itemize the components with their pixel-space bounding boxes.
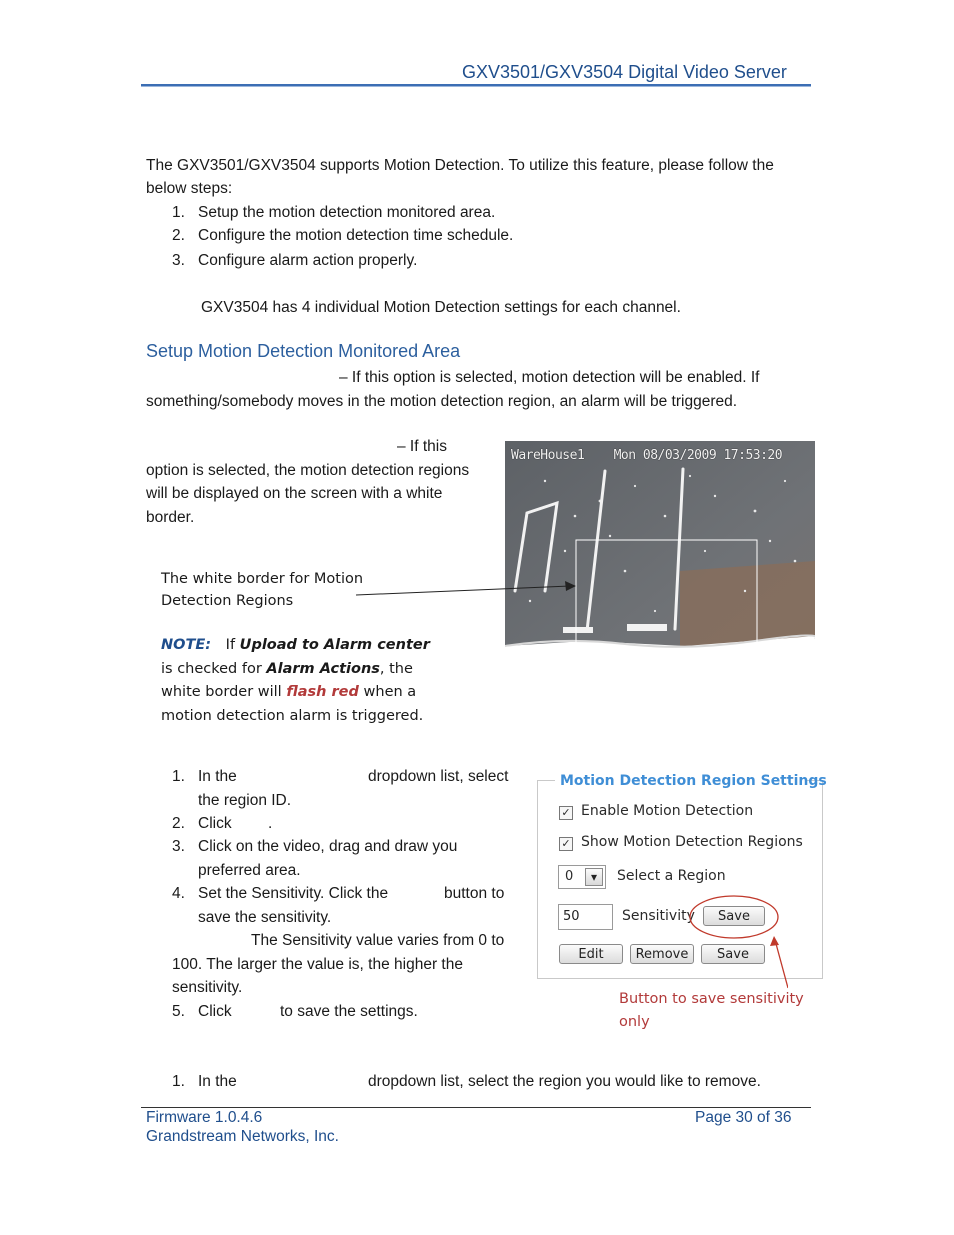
- sensitivity-note-line-2: 100. The larger the value is, the higher the: [172, 956, 463, 973]
- save-highlight-annotation: [688, 890, 788, 992]
- sensitivity-label: Sensitivity: [622, 908, 695, 924]
- note-line-3: [161, 681, 416, 704]
- step-text: Configure alarm action properly.: [198, 252, 418, 269]
- step-text: In the: [198, 768, 237, 785]
- panel-title: Motion Detection Region Settings: [560, 773, 827, 789]
- video-osd-text: WareHouse1 Mon 08/03/2009 17:53:20: [511, 448, 783, 463]
- add-step-1-line-1: [172, 765, 237, 788]
- add-step-1-line-2: the region ID.: [198, 792, 292, 809]
- note-line-1: [161, 634, 430, 657]
- footer-company: Grandstream Networks, Inc.: [146, 1128, 339, 1145]
- note-white-border: white border will: [161, 684, 282, 700]
- show-motion-regions-label: Show Motion Detection Regions: [581, 834, 803, 850]
- step-number: 2.: [172, 227, 185, 244]
- footer-rule: [141, 1107, 811, 1108]
- enable-description-line-2: something/somebody moves in the motion detection region, an alarm will be triggered.: [146, 393, 738, 410]
- callout-arrow: [350, 574, 585, 604]
- step-number: 1.: [172, 1073, 185, 1090]
- add-step-4-line-1-end: button to: [444, 885, 505, 902]
- intro-step-1: [172, 201, 495, 224]
- add-step-3-line-1: [172, 835, 457, 858]
- note-label: NOTE:: [161, 637, 212, 653]
- note-line-4: motion detection alarm is triggered.: [161, 708, 424, 724]
- header-rule-shadow: [141, 86, 811, 87]
- white-border-caption-line-2: Detection Regions: [161, 593, 294, 609]
- step-number: 4.: [172, 885, 185, 902]
- save-sensitivity-button[interactable]: Save: [703, 906, 765, 926]
- add-step-2-end: .: [268, 815, 273, 832]
- step-text: Set the Sensitivity. Click the: [198, 885, 389, 902]
- step-number: 2.: [172, 815, 185, 832]
- intro-step-2: [172, 224, 513, 247]
- remove-step-1: [172, 1070, 237, 1093]
- note-when-a: when a: [363, 684, 417, 700]
- sensitivity-note-line-3: sensitivity.: [172, 979, 243, 996]
- show-description-line-3: will be displayed on the screen with a white: [146, 485, 443, 502]
- show-description-line-2: option is selected, the motion detection regions: [146, 462, 470, 479]
- step-number: 3.: [172, 252, 185, 269]
- save-button[interactable]: Save: [701, 944, 765, 964]
- note-checked-for: is checked for: [161, 661, 262, 677]
- sensitivity-note-line-1: The Sensitivity value varies from 0 to: [251, 932, 505, 949]
- step-number: 1.: [172, 204, 185, 221]
- step-text: Setup the motion detection monitored area.: [198, 204, 496, 221]
- chevron-down-icon[interactable]: ▾: [585, 868, 603, 886]
- intro-line-2: below steps:: [146, 180, 233, 197]
- remove-button[interactable]: Remove: [630, 944, 694, 964]
- save-sensitivity-caption-line-1: Button to save sensitivity: [619, 991, 804, 1007]
- show-motion-regions-checkbox[interactable]: ✓: [559, 837, 573, 851]
- note-upload-to-alarm-center: Upload to Alarm center: [239, 637, 430, 653]
- enable-motion-detection-checkbox[interactable]: ✓: [559, 806, 573, 820]
- panel-border-top-left: [537, 780, 555, 781]
- step-text: In the: [198, 1073, 237, 1090]
- step-text: Click: [198, 1003, 232, 1020]
- step-text: Click on the video, drag and draw you: [198, 838, 458, 855]
- add-step-2: [172, 812, 232, 835]
- intro-step-3: [172, 249, 417, 272]
- region-select-dropdown[interactable]: [558, 865, 606, 889]
- video-snapshot: [505, 441, 815, 691]
- add-step-4-line-2: save the sensitivity.: [198, 909, 332, 926]
- show-description-line-4: border.: [146, 509, 195, 526]
- step-number: 1.: [172, 768, 185, 785]
- note-line-2: [161, 658, 413, 681]
- save-sensitivity-caption-line-2: only: [619, 1014, 650, 1030]
- step-text: Click: [198, 815, 232, 832]
- remove-step-1-end: dropdown list, select the region you would like to remove.: [368, 1073, 761, 1090]
- add-step-5: [172, 1000, 232, 1023]
- section-heading: Setup Motion Detection Monitored Area: [146, 341, 461, 361]
- note-flash-red: flash red: [286, 684, 359, 700]
- note-comma-the: , the: [379, 661, 413, 677]
- video-scene-illustration: [505, 441, 815, 691]
- intro-note: GXV3504 has 4 individual Motion Detection settings for each channel.: [201, 299, 681, 316]
- footer-firmware: Firmware 1.0.4.6: [146, 1109, 263, 1126]
- add-step-3-line-2: preferred area.: [198, 862, 301, 879]
- region-select-value: 0: [565, 869, 574, 884]
- step-text: Configure the motion detection time schedule.: [198, 227, 514, 244]
- note-alarm-actions: Alarm Actions: [266, 661, 380, 677]
- enable-motion-detection-label: Enable Motion Detection: [581, 803, 754, 819]
- add-step-5-end: to save the settings.: [280, 1003, 418, 1020]
- step-number: 3.: [172, 838, 185, 855]
- show-description-line-1: – If this: [397, 438, 447, 455]
- step-number: 5.: [172, 1003, 185, 1020]
- white-border-caption-line-1: The white border for Motion: [161, 571, 364, 587]
- note-if: If: [225, 637, 236, 653]
- intro-line-1: The GXV3501/GXV3504 supports Motion Detection. To utilize this feature, please follow the: [146, 157, 774, 174]
- add-step-4-line-1: [172, 882, 388, 905]
- edit-button[interactable]: Edit: [559, 944, 623, 964]
- page-header-title: GXV3501/GXV3504 Digital Video Server: [462, 62, 787, 82]
- add-step-1-line-1-end: dropdown list, select: [368, 768, 509, 785]
- enable-description-line-1: – If this option is selected, motion detection will be enabled. If: [339, 369, 760, 386]
- select-region-label: Select a Region: [617, 868, 726, 884]
- footer-page-number: Page 30 of 36: [695, 1109, 792, 1126]
- sensitivity-input[interactable]: 50: [558, 904, 613, 930]
